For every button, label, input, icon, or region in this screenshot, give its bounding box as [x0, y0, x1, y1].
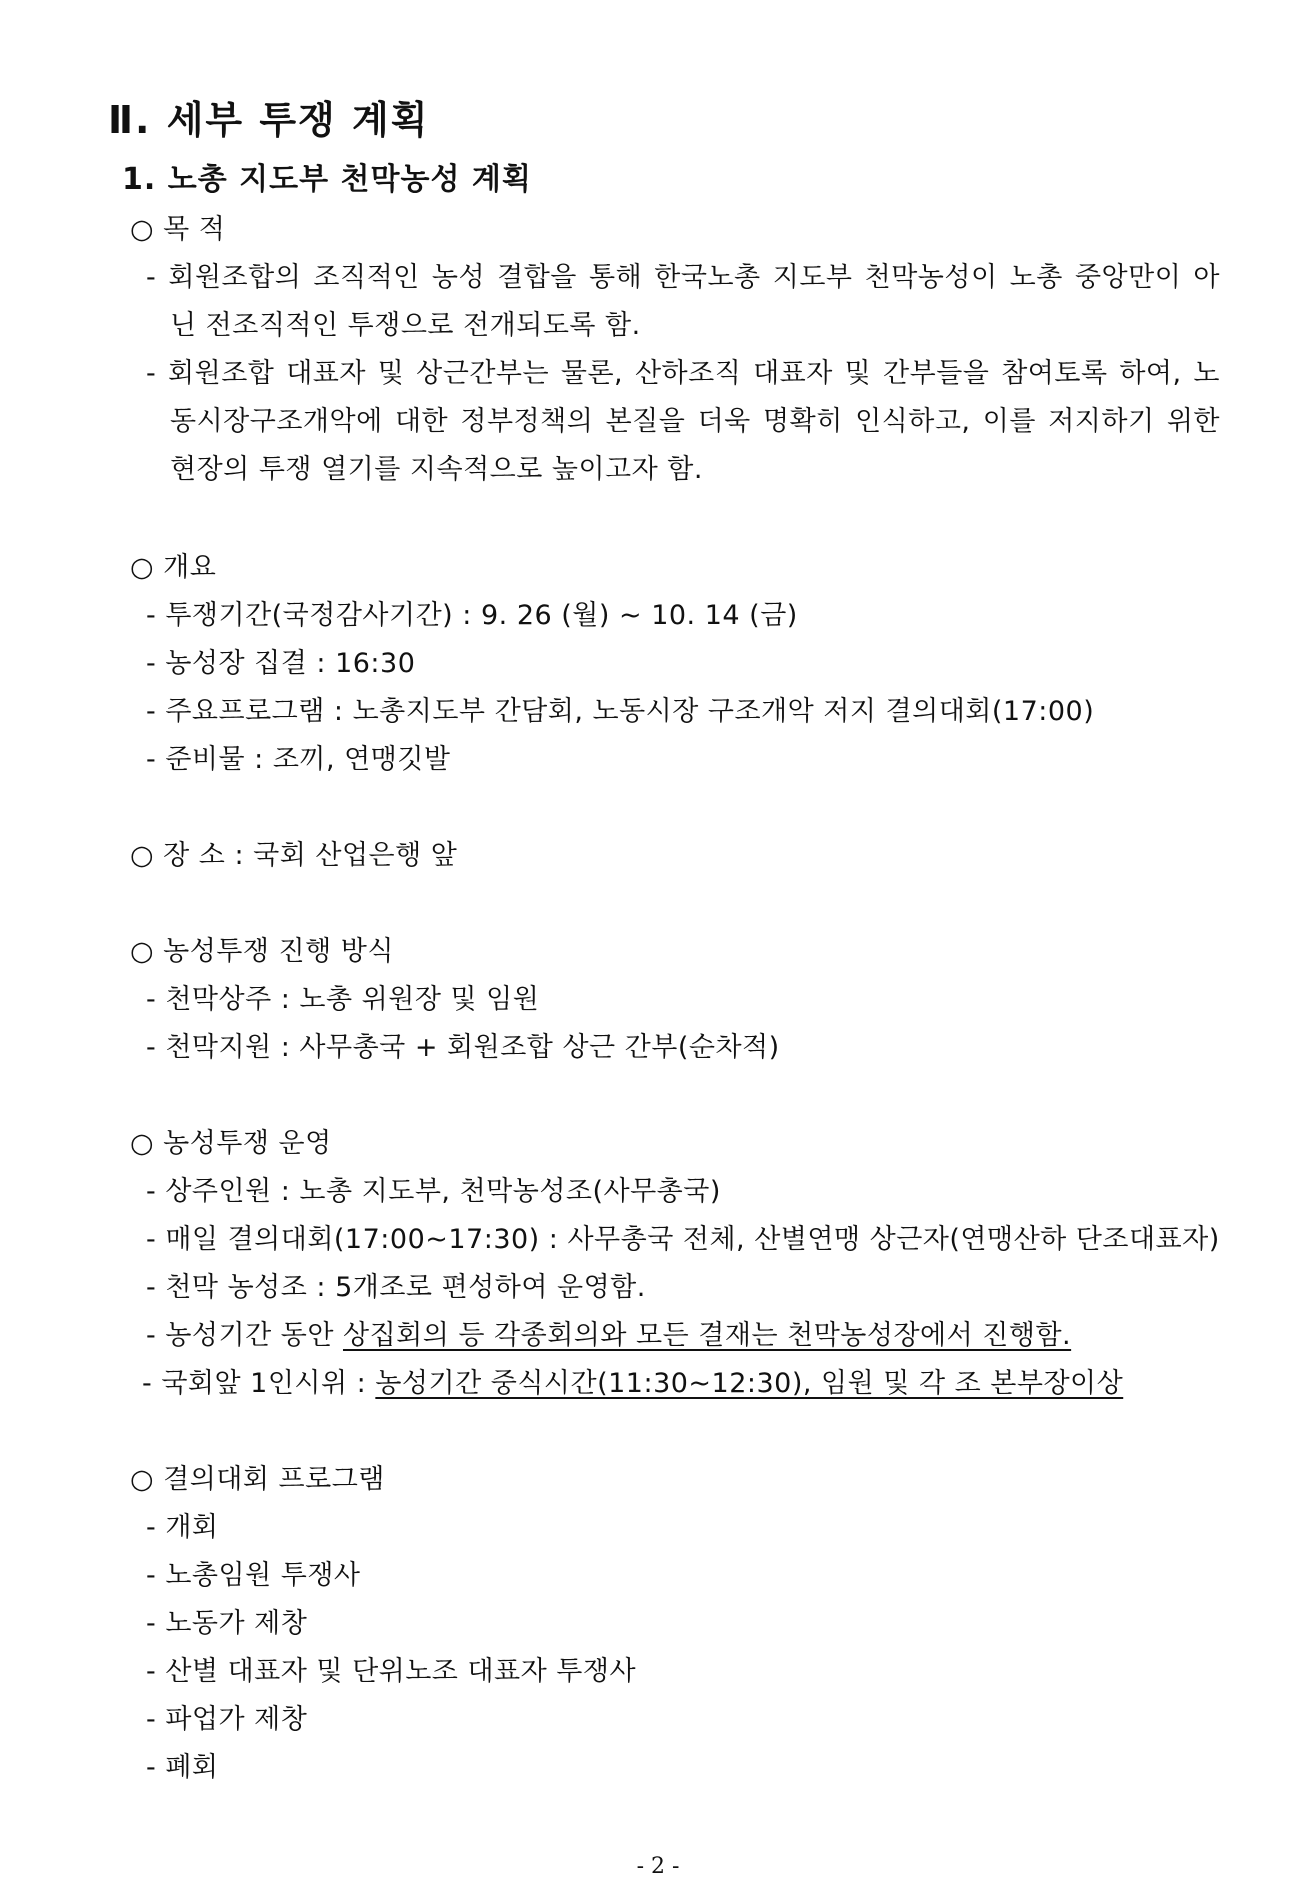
method-item: - 천막지원 : 사무총국 + 회원조합 상근 간부(순차적)	[146, 1032, 780, 1063]
operation-item-4-underlined: 상집회의 등 각종회의와 모든 결재는 천막농성장에서 진행함.	[342, 1320, 1072, 1351]
purpose-line-1-row	[146, 258, 1220, 298]
location-label: ○ 장 소 : 국회 산업은행 앞	[130, 840, 458, 871]
operation-item-4	[146, 1316, 1071, 1356]
method-item: - 천막상주 : 노총 위원장 및 임원	[146, 984, 540, 1015]
operation-item-5	[142, 1364, 1123, 1404]
rally-label: ○ 결의대회 프로그램	[130, 1464, 385, 1495]
overview-item: - 준비물 : 조끼, 연맹깃발	[146, 744, 451, 775]
purpose-line-5: 현장의 투쟁 열기를 지속적으로 높이고자 함.	[170, 454, 703, 485]
purpose-line-2: 닌 전조직적인 투쟁으로 전개되도록 함.	[170, 310, 641, 341]
overview-item: - 투쟁기간(국정감사기간) : 9. 26 (월) ~ 10. 14 (금)	[146, 600, 798, 631]
purpose-label: ○ 목 적	[130, 214, 226, 245]
operation-item: - 매일 결의대회(17:00~17:30) : 사무총국 전체, 산별연맹 상근자(연맹산하 단조대표자)	[146, 1224, 1220, 1255]
rally-item: - 파업가 제창	[146, 1704, 308, 1735]
operation-label: ○ 농성투쟁 운영	[130, 1128, 332, 1159]
purpose-line-1: - 회원조합의 조직적인 농성 결합을 통해 한국노총 지도부 천막농성이 노총 중앙만이 아	[146, 262, 1220, 293]
purpose-line-3: - 회원조합 대표자 및 상근간부는 물론, 산하조직 대표자 및 간부들을 참여토록 하여, 노	[146, 358, 1220, 389]
operation-item: - 천막 농성조 : 5개조로 편성하여 운영함.	[146, 1272, 646, 1303]
page-number: - 2 -	[636, 1854, 680, 1879]
rally-item: - 개회	[146, 1512, 219, 1543]
purpose-line-3-row	[146, 354, 1220, 394]
overview-item: - 주요프로그램 : 노총지도부 간담회, 노동시장 구조개악 저지 결의대회(17:00)	[146, 696, 1095, 727]
operation-item-5-prefix: - 국회앞 1인시위 :	[142, 1368, 376, 1399]
rally-item: - 산별 대표자 및 단위노조 대표자 투쟁사	[146, 1656, 637, 1687]
purpose-line-4-row	[170, 402, 1220, 442]
method-label: ○ 농성투쟁 진행 방식	[130, 936, 394, 967]
purpose-line-4: 동시장구조개악에 대한 정부정책의 본질을 더욱 명확히 인식하고, 이를 저지하기 위한	[170, 406, 1220, 437]
document-title: Ⅱ. 세부 투쟁 계획	[108, 98, 430, 142]
operation-item-5-underlined: 농성기간 중식시간(11:30~12:30), 임원 및 각 조 본부장이상	[375, 1368, 1124, 1399]
rally-item: - 폐회	[146, 1752, 219, 1783]
operation-item-4-prefix: - 농성기간 동안	[146, 1320, 343, 1351]
overview-item: - 농성장 집결 : 16:30	[146, 648, 416, 679]
operation-item: - 상주인원 : 노총 지도부, 천막농성조(사무총국)	[146, 1176, 721, 1207]
overview-label: ○ 개요	[130, 552, 217, 583]
section-heading: 1. 노총 지도부 천막농성 계획	[122, 162, 532, 197]
rally-item: - 노동가 제창	[146, 1608, 308, 1639]
rally-item: - 노총임원 투쟁사	[146, 1560, 361, 1591]
